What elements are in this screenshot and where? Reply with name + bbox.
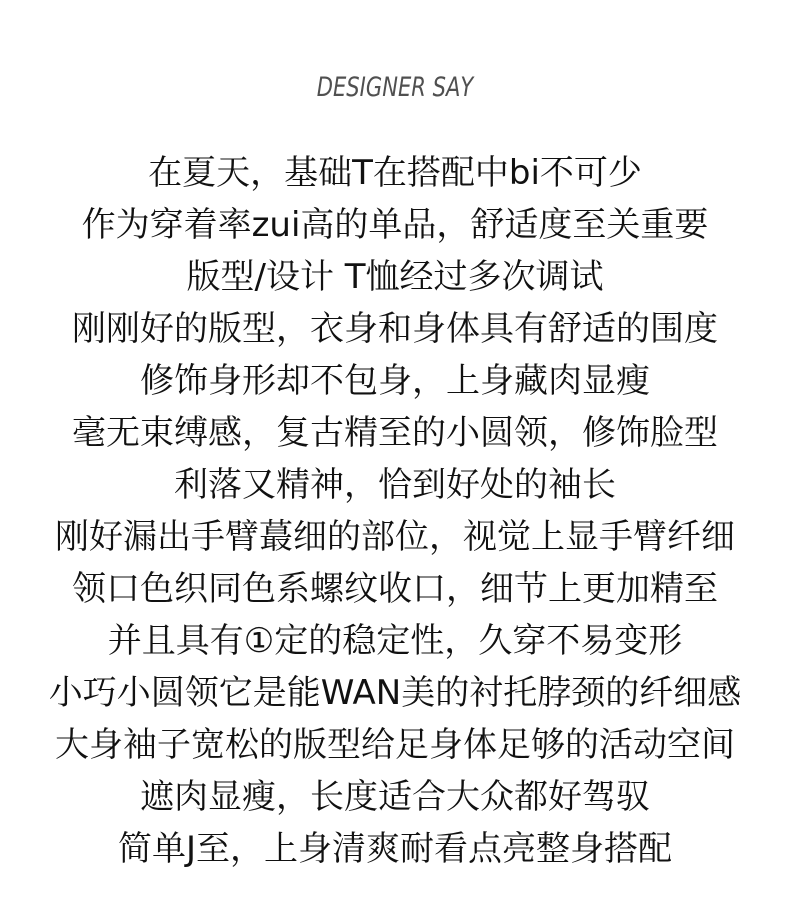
description-line: 版型/设计 T恤经过多次调试 <box>186 257 604 297</box>
description-line: 作为穿着率zui高的单品，舒适度至关重要 <box>81 205 709 245</box>
description-line: 刚刚好的版型，衣身和身体具有舒适的围度 <box>72 309 718 349</box>
description-line: 遮肉显瘦，长度适合大众都好驾驭 <box>140 777 650 817</box>
description-line: 简单J至，上身清爽耐看点亮整身搭配 <box>117 829 673 869</box>
description-line: 毫无束缚感，复古精至的小圆领，修饰脸型 <box>72 413 718 453</box>
description-line: 并且具有①定的稳定性，久穿不易变形 <box>107 621 683 661</box>
description-line: 在夏天，基础T在搭配中bi不可少 <box>148 153 642 193</box>
description-line: 大身袖子宽松的版型给足身体足够的活动空间 <box>55 725 735 765</box>
description-lines <box>0 150 790 878</box>
description-line: 刚好漏出手臂蕞细的部位，视觉上显手臂纤细 <box>55 517 735 557</box>
description-line: 利落又精神，恰到好处的袖长 <box>174 465 616 505</box>
section-heading: DESIGNER SAY <box>316 72 474 103</box>
description-line: 小巧小圆领它是能WAN美的衬托脖颈的纤细感 <box>48 673 742 713</box>
description-line: 领口色织同色系螺纹收口，细节上更加精至 <box>72 569 718 609</box>
description-line: 修饰身形却不包身，上身藏肉显瘦 <box>140 361 650 401</box>
